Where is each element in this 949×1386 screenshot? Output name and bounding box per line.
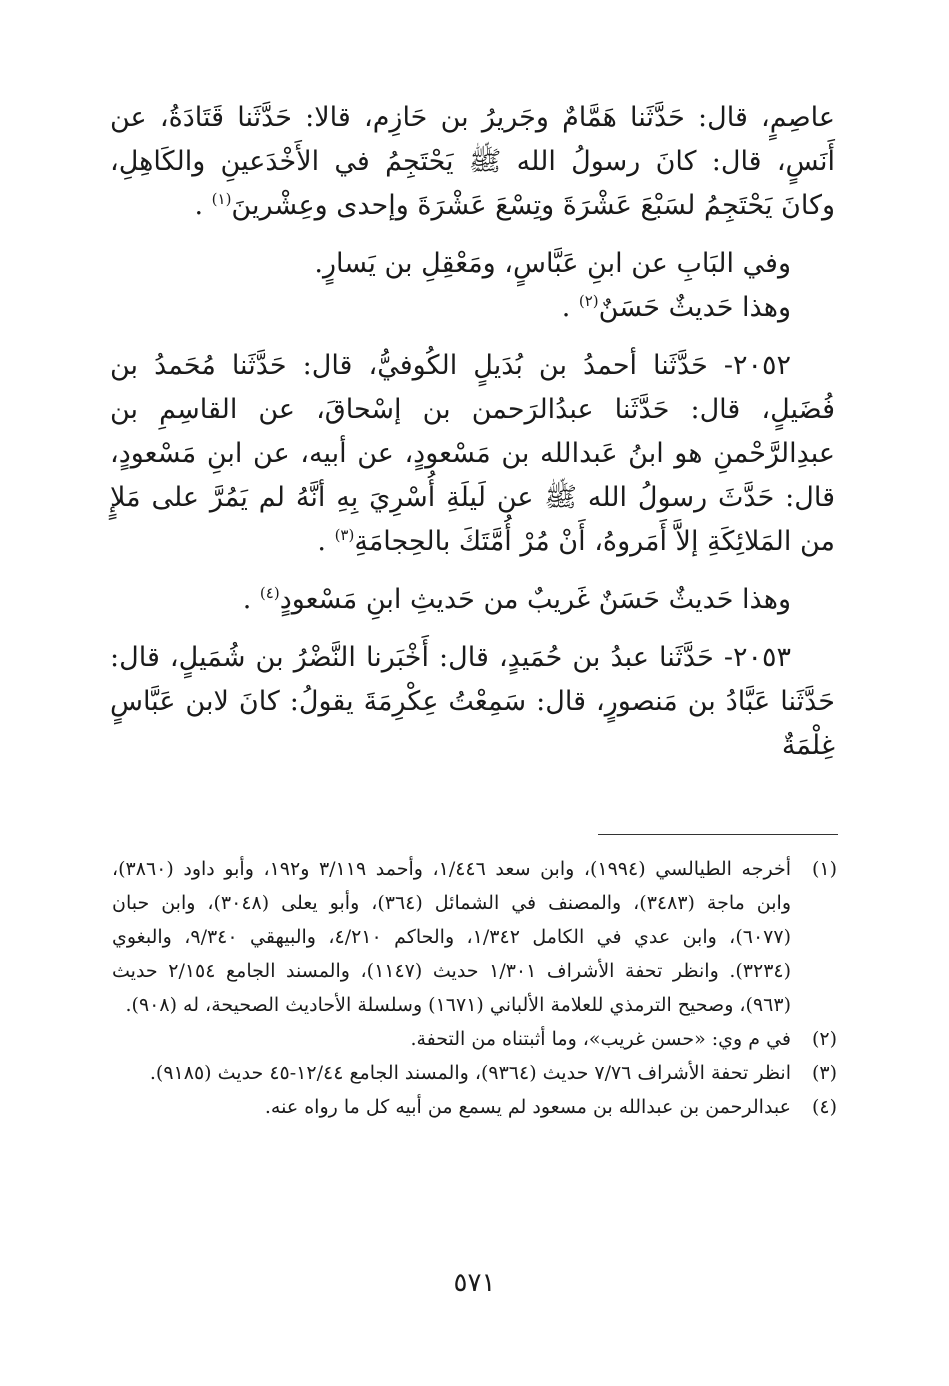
- paragraph-end: .: [561, 292, 579, 323]
- footnote-4: [112, 1090, 837, 1124]
- page-number: ٥٧١: [453, 1268, 496, 1298]
- footnotes: [112, 852, 837, 1124]
- paragraph-text: وهذا حَديثٌ حَسَنٌ غَريبٌ من حَديثِ ابنِ مَسْعودٍ: [279, 584, 791, 615]
- paragraph-end: .: [194, 190, 212, 221]
- paragraph-text: ٢٠٥٢- حَدَّثَنا أحمدُ بن بُدَيلٍ الكُوفيُّ، قال: حَدَّثَنا مُحَمدُ بن فُضَيلٍ، قال: حَدَّثَنا عبدُالرَحمن بن إسْحاقَ، عن القاسِمِ بن عبدِالرَّحْمنِ هو ابنُ عَبدالله بن مَسْعودٍ، عن أبيه، عن ابنِ مَسْعودٍ، قال: حَدَّثَ رسولُ الله ﷺ عن لَيلَةِ أُسْرِيَ بِهِ أنَّهُ لم يَمُرَّ على مَلإٍ من المَلائِكَةِ إلاَّ أَمَروهُ، أَنْ مُرْ أُمَّتَكَ بالحِجامَةِ: [110, 350, 835, 557]
- paragraph-grading: [110, 286, 835, 330]
- paragraph-text: ٢٠٥٣- حَدَّثَنا عبدُ بن حُمَيدٍ، قال: أَخْبَرنا النَّضْرُ بن شُمَيلٍ، قال: حَدَّثَنا عَبَّادُ بن مَنصورٍ، قال: سَمِعْتُ عِكْرِمَةَ يقولُ: كانَ لابن عَبَّاسٍ غِلْمَةٌ: [110, 642, 835, 761]
- footnote-text: عبدالرحمن بن عبدالله بن مسعود لم يسمع من أبيه كل ما رواه عنه.: [264, 1096, 791, 1118]
- paragraph-text: عاصِمٍ، قال: حَدَّثَنا هَمَّامٌ وجَريرُ بن حَازِم، قالا: حَدَّثَنا قَتَادَةُ، عن أَنَسٍ، قال: كانَ رسولُ الله ﷺ يَحْتَجِمُ في الأَخْدَعينِ والكَاهِلِ، وكانَ يَحْتَجِمُ لسَبْعَ عَشْرَةَ وتِسْعَ عَشْرَةَ وإحدى وعِشْرينَ: [110, 102, 835, 221]
- paragraph-hadith-continuation: [110, 96, 835, 228]
- paragraph-grading-2052: [110, 578, 835, 622]
- footnote-text: أخرجه الطيالسي (١٩٩٤)، وابن سعد ١/٤٤٦، وأحمد ٣/١١٩ و١٩٢، وأبو داود (٣٨٦٠)، وابن ماجة (٣٤٨٣)، والمصنف في الشمائل (٣٦٤)، وأبو يعلى (٣٠٤٨)، وابن حبان (٦٠٧٧)، وابن عدي في الكامل ١/٣٤٢، والحاكم ٤/٢١٠، والبيهقي ٩/٣٤٠، والبغوي (٣٢٣٤). وانظر تحفة الأشراف ١/٣٠١ حديث (١١٤٧)، والمسند الجامع ٢/١٥٤ حديث (٩٦٣)، وصحيح الترمذي للعلامة الألباني (١٦٧١) وسلسلة الأحاديث الصحيحة، له (٩٠٨).: [112, 858, 792, 1016]
- paragraph-end: .: [317, 526, 335, 557]
- footnote-3: [112, 1056, 837, 1090]
- paragraph-hadith-2053: [110, 636, 835, 768]
- paragraph-hadith-2052: [110, 344, 835, 564]
- footnote-divider: [598, 834, 838, 835]
- paragraph-end: .: [242, 584, 260, 615]
- footnote-ref-3: (٣): [334, 526, 355, 544]
- footnote-number: (١): [811, 858, 837, 880]
- paragraph-in-the-chapter: [110, 242, 835, 286]
- main-text: [110, 96, 835, 768]
- footnote-ref-1: (١): [211, 190, 232, 208]
- paragraph-text: وهذا حَديثٌ حَسَنٌ: [598, 292, 791, 323]
- paragraph-text: وفي البَابِ عن ابنِ عَبَّاسٍ، ومَعْقِلِ بن يَسارٍ.: [314, 248, 791, 279]
- footnote-ref-4: (٤): [259, 584, 280, 602]
- footnote-text: انظر تحفة الأشراف ٧/٧٦ حديث (٩٣٦٤)، والمسند الجامع ١٢/٤٤-٤٥ حديث (٩١٨٥).: [149, 1062, 791, 1084]
- footnote-number: (٣): [811, 1062, 837, 1084]
- footnote-2: [112, 1022, 837, 1056]
- footnote-1: [112, 852, 837, 1022]
- footnote-ref-2: (٢): [578, 292, 599, 310]
- footnote-number: (٢): [811, 1028, 837, 1050]
- footnote-text: في م وي: «حسن غريب»، وما أثبتناه من التحفة.: [410, 1028, 791, 1050]
- footnote-number: (٤): [811, 1096, 837, 1118]
